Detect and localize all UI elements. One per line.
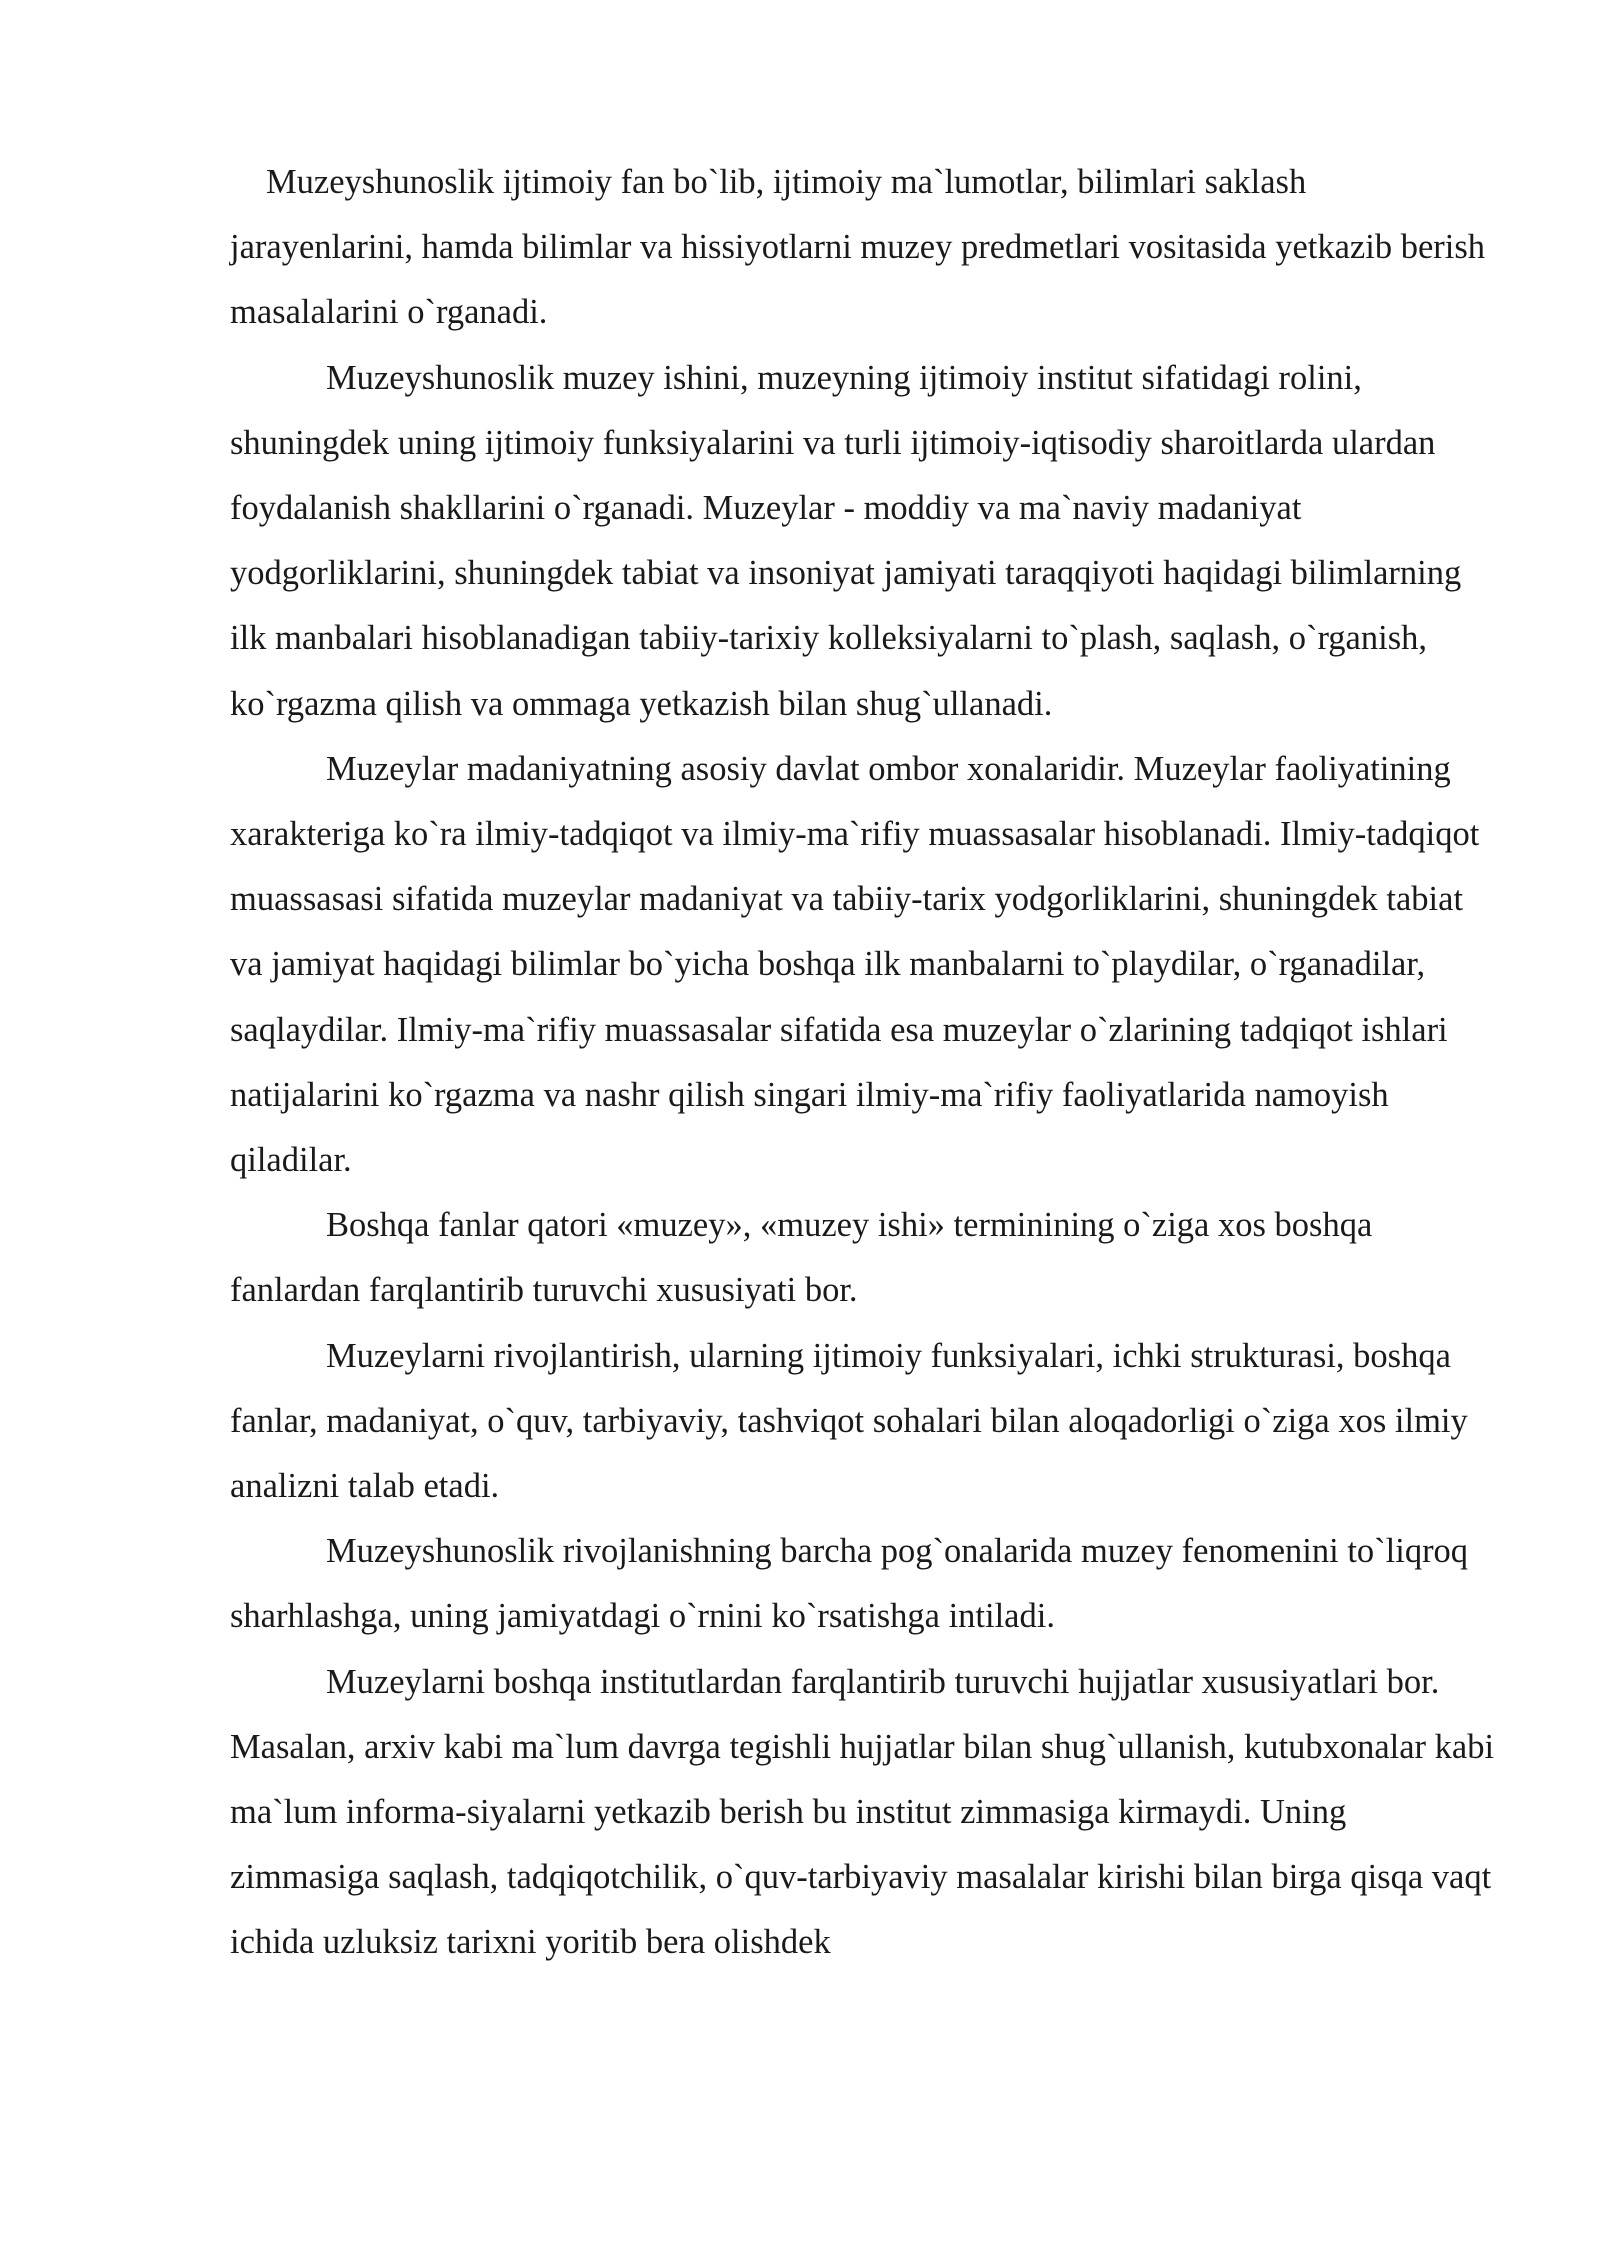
paragraph-6: Muzeyshunoslik rivojlanishning barcha pog`onalarida muzey fenomenini to`liqroq sharhlashga, uning jamiyatdagi o`rnini ko`rsatishga intiladi. — [230, 1532, 1469, 1636]
paragraph-7: Muzeylarni boshqa institutlardan farqlantirib turuvchi hujjatlar xususiyatlari bor. Masalan, arxiv kabi ma`lum davrga tegishli hujjatlar bilan shug`ullanish, kutubxonalar kabi ma`lum informa-siyalarni yetkazib berish bu institut zimmasiga kirmaydi. Uning zimmasiga saqlash, tadqiqotchilik, o`quv-tarbiyaviy masalalar kirishi bilan birga qisqa vaqt ichida uzluksiz tarixni yoritib bera olishdek — [230, 1662, 1495, 1962]
paragraph-2: Muzeyshunoslik muzey ishini, muzeyning ijtimoiy institut sifatidagi rolini, shuningdek uning ijtimoiy funksiyalarini va turli ijtimoiy-iqtisodiy sharoitlarda ulardan foydalanish shakllarini o`rganadi. Muzeylar - moddiy va ma`naviy madaniyat yodgorliklarini, shuningdek tabiat va insoniyat jamiyati taraqqiyoti haqidagi bilimlarning ilk manbalari hisoblanadigan tabiiy-tarixiy kolleksiyalarni to`plash, saqlash, o`rganish, ko`rgazma qilish va ommaga yetkazish bilan shug`ullanadi. — [230, 358, 1462, 723]
document-body — [230, 150, 1495, 1976]
paragraph-3: Muzeylar madaniyatning asosiy davlat ombor xonalaridir. Muzeylar faoliyatining xarakteriga ko`ra ilmiy-tadqiqot va ilmiy-ma`rifiy muassasalar hisoblanadi. Ilmiy-tadqiqot muassasasi sifatida muzeylar madaniyat va tabiiy-tarix yodgorliklarini, shuningdek tabiat va jamiyat haqidagi bilimlar bo`yicha boshqa ilk manbalarni to`playdilar, o`rganadilar, saqlaydilar. Ilmiy-ma`rifiy muassasalar sifatida esa muzeylar o`zlarining tadqiqot ishlari natijalarini ko`rgazma va nashr qilish singari ilmiy-ma`rifiy faoliyatlarida namoyish qiladilar. — [230, 749, 1480, 1180]
paragraph-1: Muzeyshunoslik ijtimoiy fan bo`lib, ijtimoiy ma`lumotlar, bilimlari saklash jarayenlarini, hamda bilimlar va hissiyotlarni muzey predmetlari vositasida yetkazib berish masalalarini o`rganadi. — [230, 163, 1486, 332]
paragraph-4: Boshqa fanlar qatori «muzey», «muzey ishi» terminining o`ziga xos boshqa fanlardan farqlantirib turuvchi xususiyati bor. — [230, 1206, 1373, 1310]
paragraph-5: Muzeylarni rivojlantirish, ularning ijtimoiy funksiyalari, ichki strukturasi, boshqa fanlar, madaniyat, o`quv, tarbiyaviy, tashviqot sohalari bilan aloqadorligi o`ziga xos ilmiy analizni talab etadi. — [230, 1336, 1468, 1506]
